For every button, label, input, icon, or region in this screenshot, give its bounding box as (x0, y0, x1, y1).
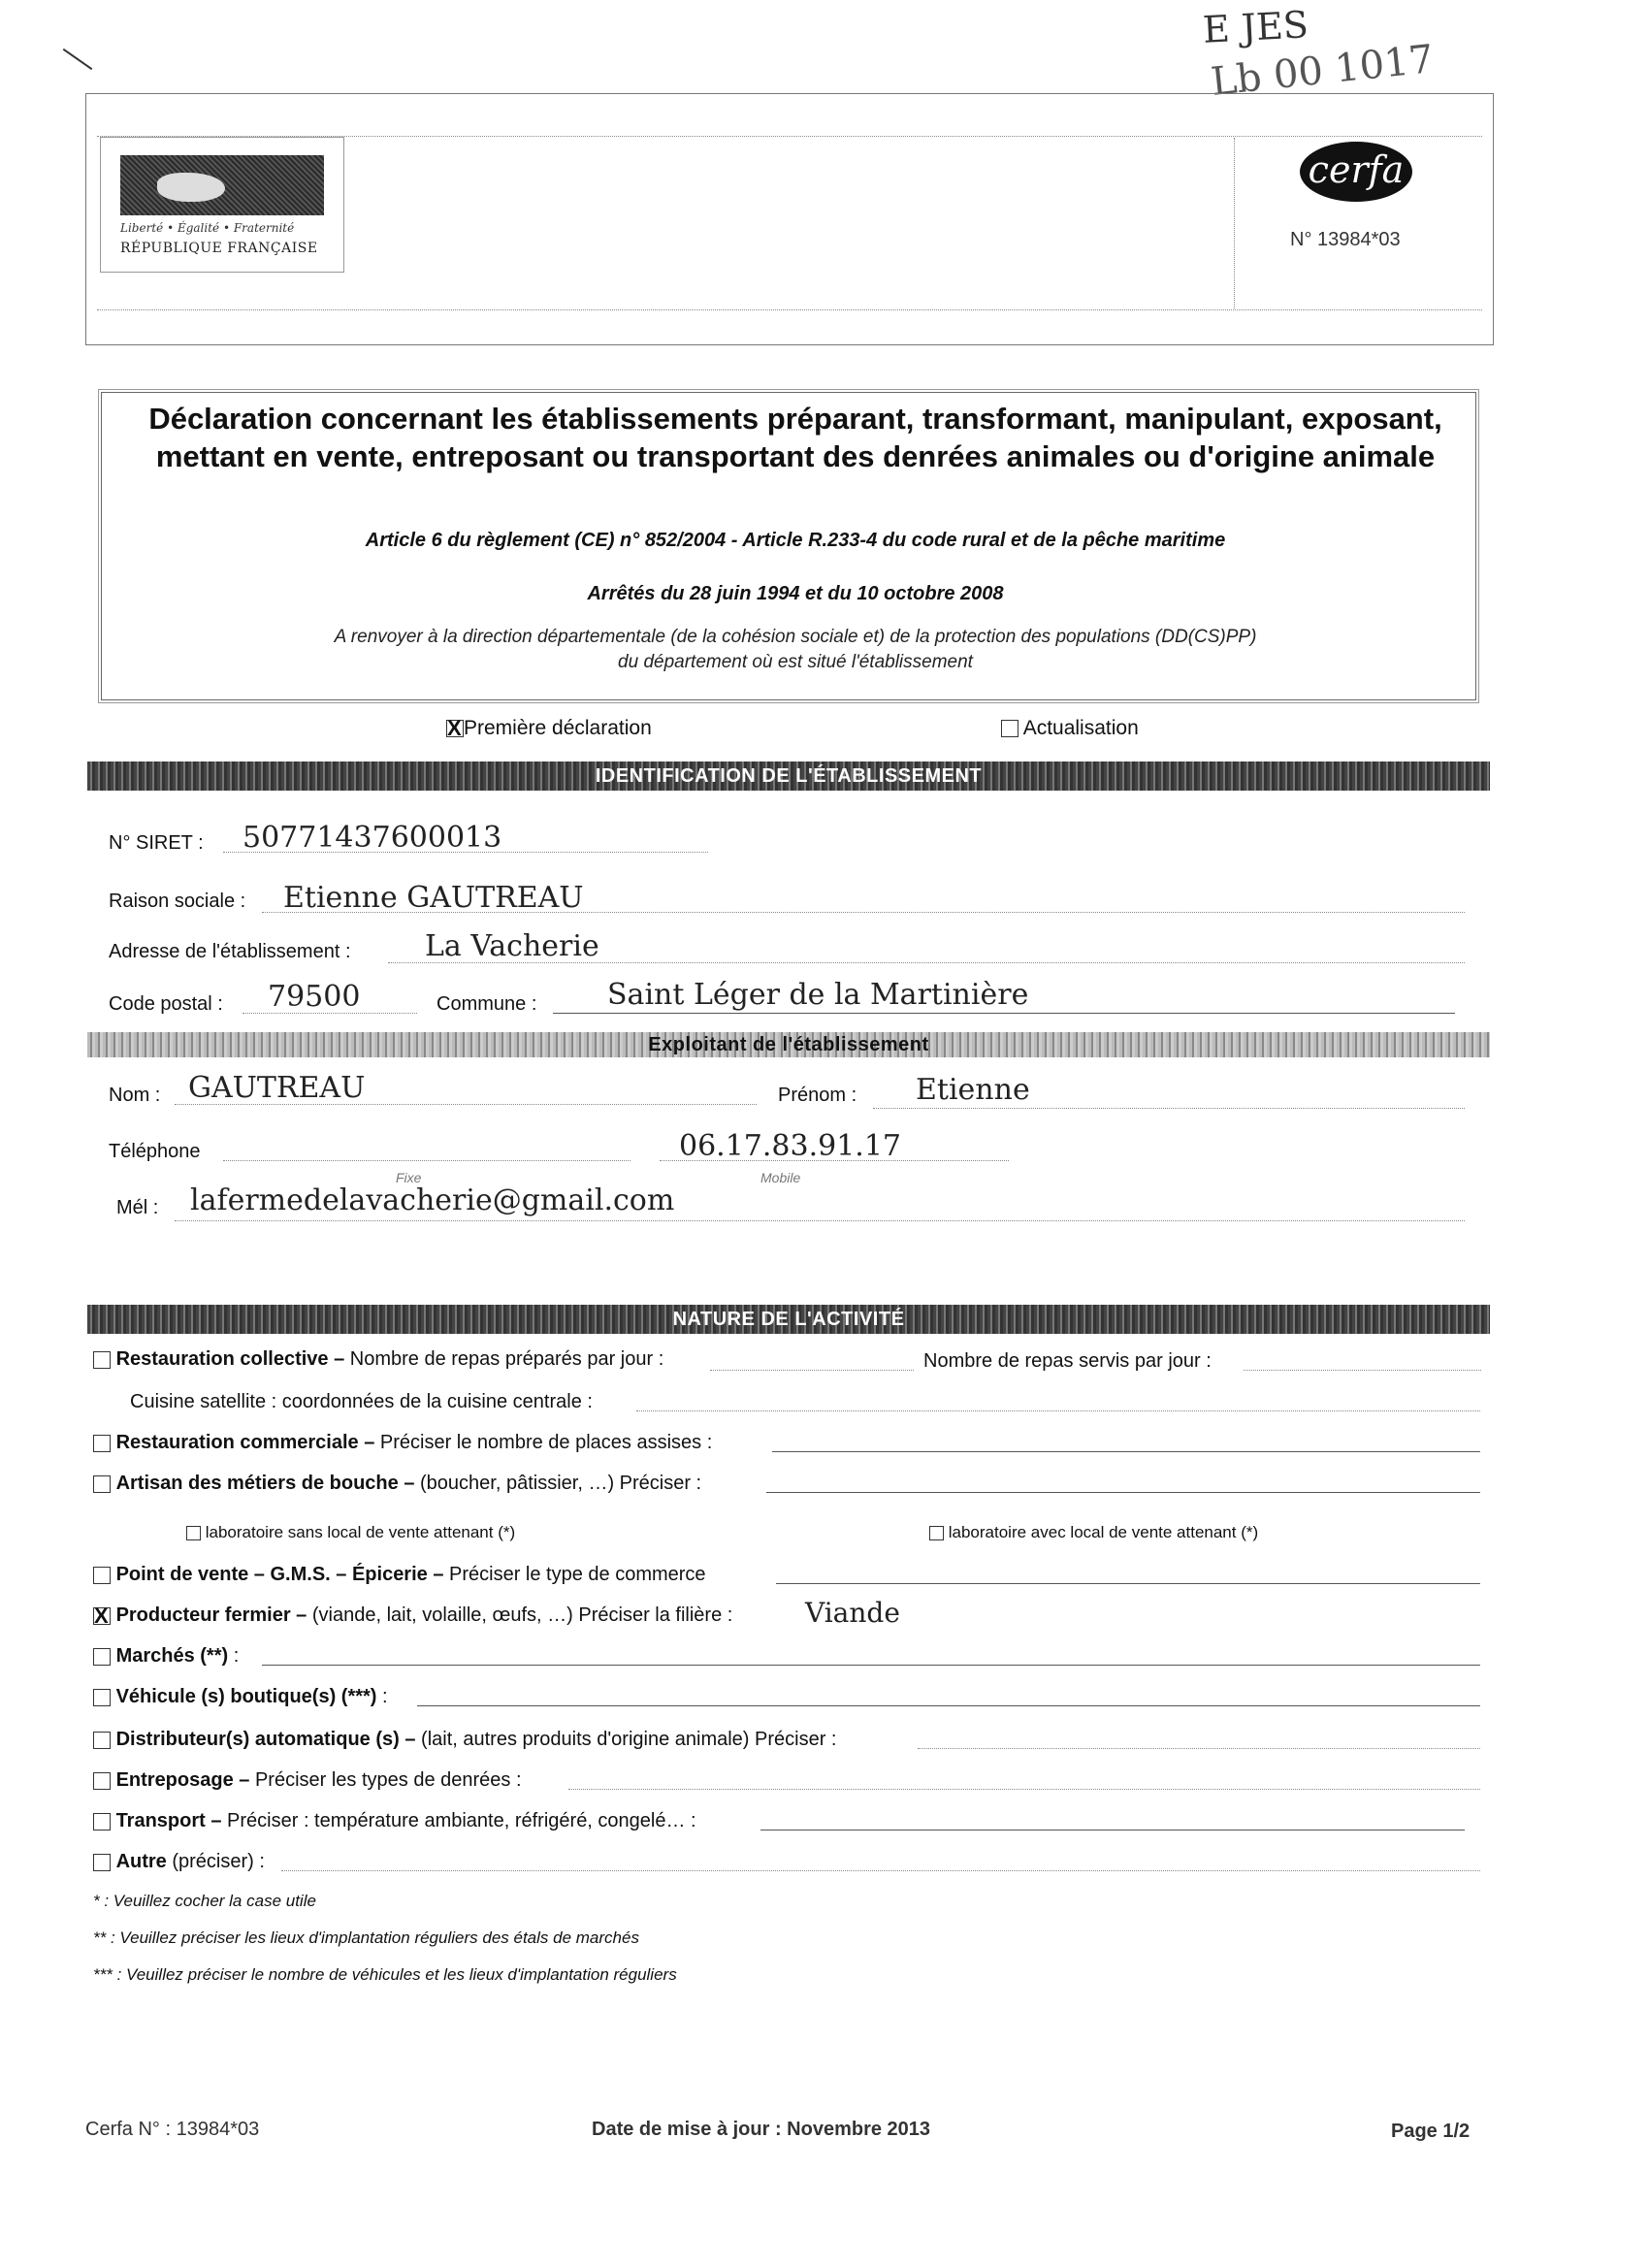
producteur-fermier-value[interactable]: Viande (805, 1597, 900, 1629)
vehicule-boutique-title: Véhicule (s) boutique(s) (***) (115, 1686, 377, 1707)
vehicule-boutique-text: : (376, 1686, 388, 1707)
footer-update-date: Date de mise à jour : Novembre 2013 (592, 2119, 931, 2140)
entreposage-title: Entreposage – (115, 1769, 250, 1791)
activity-artisan[interactable] (93, 1473, 701, 1495)
autre-line (281, 1870, 1480, 1871)
marianne-profile (157, 173, 225, 202)
commune-line (553, 1013, 1455, 1014)
artisan-text: (boucher, pâtissier, …) Préciser : (414, 1473, 702, 1494)
marches-line (262, 1665, 1480, 1666)
cerfa-number: N° 13984*03 (1290, 229, 1401, 250)
footer-cerfa-number: Cerfa N° : 13984*03 (85, 2119, 260, 2140)
mel-value[interactable]: lafermedelavacherie@gmail.com (190, 1183, 675, 1217)
return-line-2: du département où est situé l'établissement (618, 652, 973, 672)
distributeur-checkbox[interactable] (93, 1732, 111, 1749)
telephone-mobile-value[interactable]: 06.17.83.91.17 (679, 1129, 902, 1163)
siret-label: N° SIRET : (109, 832, 204, 854)
return-instructions (116, 625, 1474, 675)
marches-checkbox[interactable] (93, 1648, 111, 1666)
producteur-fermier-checkbox[interactable] (93, 1607, 111, 1625)
legal-reference: Article 6 du règlement (CE) n° 852/2004 - Article R.233-4 du code rural et de la pêche maritime (365, 530, 1226, 551)
identification-band: IDENTIFICATION DE L'ÉTABLISSEMENT (87, 761, 1490, 791)
artisan-title: Artisan des métiers de bouche – (115, 1473, 415, 1494)
places-assises-line (772, 1451, 1480, 1452)
siret-field-line (223, 852, 708, 853)
labo-avec-option[interactable] (929, 1523, 1258, 1542)
restauration-collective-text: Nombre de repas préparés par jour : (344, 1348, 664, 1370)
code-postal-value[interactable]: 79500 (268, 980, 361, 1014)
corner-mark (63, 49, 93, 70)
autre-title: Autre (115, 1851, 167, 1872)
labo-sans-label: laboratoire sans local de vente attenant (*) (205, 1523, 516, 1541)
repas-servis-label: Nombre de repas servis par jour : (923, 1350, 1212, 1372)
telephone-fixe-line (223, 1160, 630, 1161)
note-1: * : Veuillez cocher la case utile (93, 1892, 316, 1910)
activity-marches[interactable] (93, 1645, 239, 1668)
commune-value[interactable]: Saint Léger de la Martinière (607, 978, 1029, 1012)
restauration-collective-title: Restauration collective – (115, 1348, 345, 1370)
cuisine-satellite-label: Cuisine satellite : coordonnées de la cuisine centrale : (130, 1391, 593, 1412)
note-2: ** : Veuillez préciser les lieux d'implantation réguliers des étals de marchés (93, 1928, 639, 1947)
raison-sociale-line (262, 912, 1465, 913)
transport-checkbox[interactable] (93, 1813, 111, 1831)
update-label: Actualisation (1022, 717, 1139, 739)
entreposage-checkbox[interactable] (93, 1772, 111, 1790)
autre-checkbox[interactable] (93, 1854, 111, 1871)
raison-sociale-value[interactable]: Etienne GAUTREAU (283, 881, 584, 915)
document-title: Déclaration concernant les établissements préparant, transformant, manipulant, exposant, mettant en vente, entreposant ou transportant des denrées animales ou d'origine animale (148, 402, 1442, 473)
republic-motto: Liberté • Égalité • Fraternité (120, 221, 295, 235)
cuisine-satellite-line (636, 1410, 1480, 1411)
repas-servis-line (1244, 1370, 1481, 1371)
first-declaration-label: Première déclaration (464, 717, 652, 739)
prenom-label: Prénom : (778, 1085, 857, 1106)
labo-avec-checkbox[interactable] (929, 1526, 944, 1540)
prenom-value[interactable]: Etienne (916, 1073, 1030, 1107)
code-postal-line (242, 1013, 417, 1014)
vehicule-boutique-line (417, 1705, 1480, 1706)
prenom-line (873, 1108, 1465, 1109)
note-3: *** : Veuillez préciser le nombre de véhicules et les lieux d'implantation réguliers (93, 1965, 677, 1984)
distributeur-title: Distributeur(s) automatique (s) – (115, 1729, 416, 1750)
siret-value[interactable]: 50771437600013 (242, 821, 502, 855)
exploitant-band: Exploitant de l'établissement (87, 1032, 1490, 1057)
first-declaration-checkbox[interactable] (446, 720, 464, 737)
activity-autre[interactable] (93, 1851, 265, 1873)
autre-text: (préciser) : (166, 1851, 265, 1872)
transport-title: Transport – (115, 1810, 222, 1831)
point-de-vente-title: Point de vente – G.M.S. – Épicerie – (115, 1564, 444, 1585)
producteur-fermier-text: (viande, lait, volaille, œufs, …) Préciser la filière : (307, 1604, 733, 1626)
adresse-value[interactable]: La Vacherie (425, 929, 599, 963)
nom-label: Nom : (109, 1085, 161, 1106)
republic-name: RÉPUBLIQUE FRANÇAISE (120, 241, 318, 256)
marches-title: Marchés (**) (115, 1645, 229, 1667)
activity-entreposage[interactable] (93, 1769, 522, 1792)
activity-vehicule-boutique[interactable] (93, 1686, 388, 1708)
commune-label: Commune : (436, 993, 537, 1015)
code-postal-label: Code postal : (109, 993, 223, 1015)
restauration-commerciale-title: Restauration commerciale – (115, 1432, 375, 1453)
activite-band: NATURE DE L'ACTIVITÉ (87, 1305, 1490, 1334)
raison-sociale-label: Raison sociale : (109, 891, 246, 912)
entreposage-line (568, 1789, 1480, 1790)
header-divider (1234, 138, 1235, 308)
adresse-label: Adresse de l'établissement : (109, 941, 351, 962)
fixe-caption: Fixe (396, 1170, 422, 1185)
nom-line (175, 1104, 757, 1105)
labo-sans-checkbox[interactable] (186, 1526, 201, 1540)
activity-restauration-commerciale[interactable] (93, 1432, 712, 1454)
telephone-label: Téléphone (109, 1141, 201, 1162)
distributeur-text: (lait, autres produits d'origine animale) Préciser : (415, 1729, 837, 1750)
transport-text: Préciser : température ambiante, réfrigéré, congelé… : (221, 1810, 696, 1831)
option-update[interactable] (1001, 717, 1139, 740)
update-checkbox[interactable] (1001, 720, 1018, 737)
producteur-fermier-title: Producteur fermier – (115, 1604, 307, 1626)
restauration-commerciale-checkbox[interactable] (93, 1435, 111, 1452)
handwritten-mark-2: Lb 00 1017 (1209, 37, 1437, 105)
return-line-1: A renvoyer à la direction départementale (de la cohésion sociale et) de la protection des populations (DD(CS)PP) (334, 627, 1257, 647)
activity-restauration-collective[interactable] (93, 1348, 663, 1371)
distributeur-line (918, 1748, 1480, 1749)
entreposage-text: Préciser les types de denrées : (249, 1769, 522, 1791)
labo-sans-option[interactable] (186, 1523, 515, 1542)
labo-avec-label: laboratoire avec local de vente attenant (*) (948, 1523, 1259, 1541)
point-de-vente-checkbox[interactable] (93, 1567, 111, 1584)
activity-producteur-fermier[interactable] (93, 1604, 732, 1627)
marches-text: : (228, 1645, 240, 1667)
artisan-checkbox[interactable] (93, 1475, 111, 1493)
repas-prepares-line (710, 1370, 914, 1371)
mobile-caption: Mobile (760, 1170, 801, 1185)
restauration-commerciale-text: Préciser le nombre de places assises : (374, 1432, 713, 1453)
point-de-vente-text: Préciser le type de commerce (443, 1564, 706, 1585)
artisan-line (766, 1492, 1480, 1493)
adresse-line (388, 962, 1465, 963)
vehicule-boutique-checkbox[interactable] (93, 1689, 111, 1706)
activity-distributeur[interactable] (93, 1729, 837, 1751)
arretes-reference: Arrêtés du 28 juin 1994 et du 10 octobre 2008 (587, 583, 1004, 604)
mel-label: Mél : (116, 1197, 159, 1218)
activity-transport[interactable] (93, 1810, 696, 1832)
nom-value[interactable]: GAUTREAU (188, 1071, 366, 1105)
mel-line (175, 1220, 1465, 1221)
transport-line (760, 1830, 1465, 1831)
telephone-mobile-line (660, 1160, 1009, 1161)
handwritten-mark-1: E JES (1201, 3, 1310, 51)
activity-point-de-vente[interactable] (93, 1564, 706, 1586)
footer-page-number: Page 1/2 (1391, 2121, 1471, 2142)
point-de-vente-line (776, 1583, 1480, 1584)
cerfa-logo: cerfa (1300, 142, 1412, 202)
restauration-collective-checkbox[interactable] (93, 1351, 111, 1369)
option-first-declaration[interactable] (446, 717, 652, 740)
